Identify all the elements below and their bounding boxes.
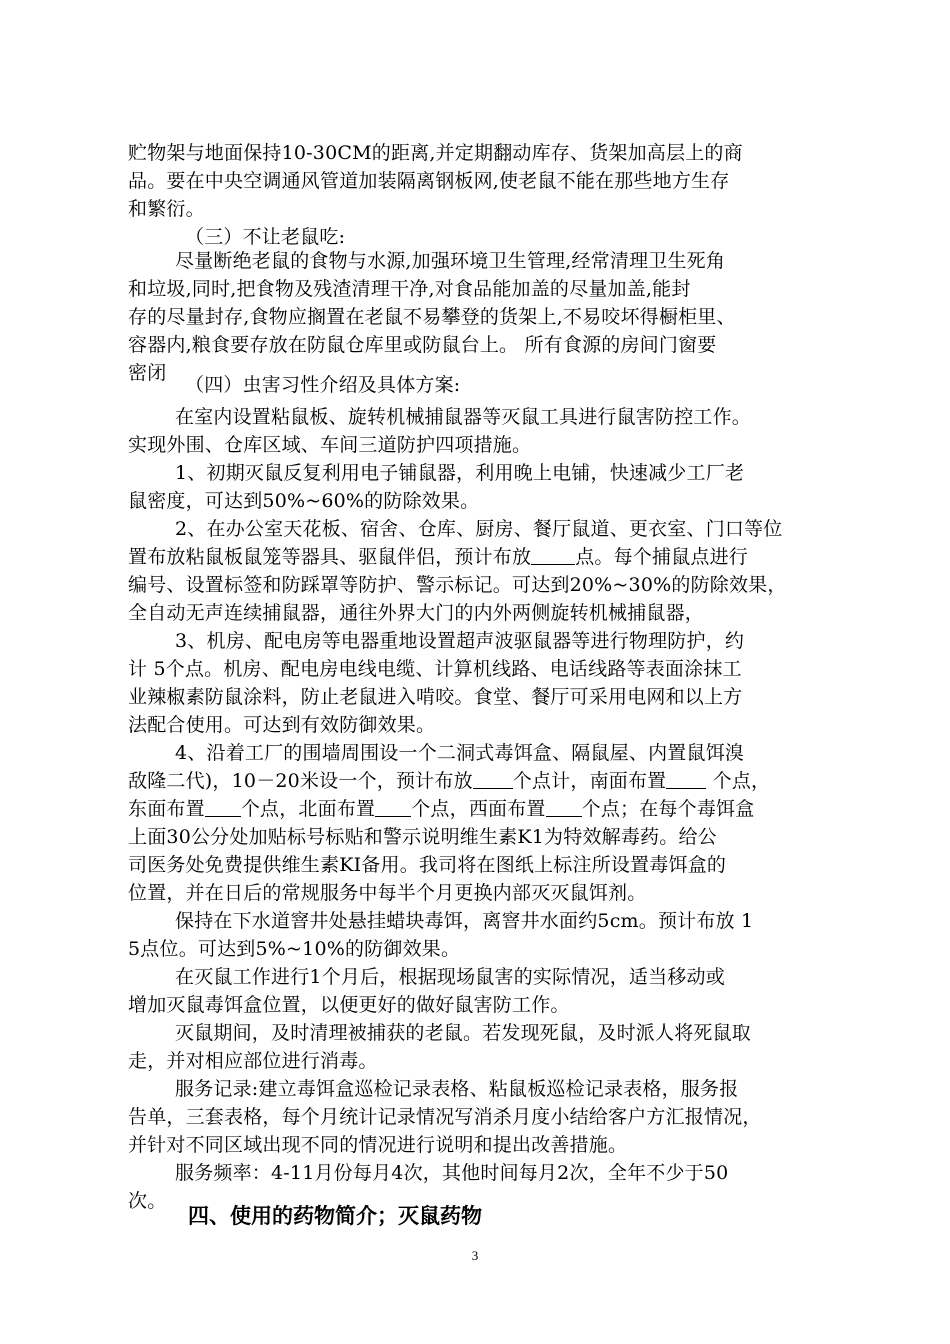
text-line: 走，并对相应部位进行消毒。 [128,1050,378,1072]
text-line: 1、初期灭鼠反复利用电子铺鼠器，利用晚上电铺，快速减少工厂老 [175,462,745,484]
text-line: 5点位。可达到5%~10%的防御效果。 [128,938,461,960]
fill-in-blank[interactable] [205,797,241,817]
text-line: 在灭鼠工作进行1个月后，根据现场鼠害的实际情况，适当移动或 [175,966,725,988]
text-segment: 个点计，南面布置 [512,770,667,792]
text-line: 服务记录:建立毒饵盒巡检记录表格、粘鼠板巡检记录表格，服务报 [175,1078,739,1100]
text-line: 法配合使用。可达到有效防御效果。 [128,714,436,736]
fill-in-blank[interactable] [666,769,706,789]
text-line-with-blank [128,544,828,571]
text-line: 上面30公分处加贴标号标贴和警示说明维生素K1为特效解毒药。给公 [128,826,717,848]
text-segment: 置布放粘鼠板鼠笼等器具、驱鼠伴侣，预计布放 [128,546,532,568]
text-line: 计 5个点。机房、配电房电线电缆、计算机线路、电话线路等表面涂抹工 [128,658,742,680]
text-line: 增加灭鼠毒饵盒位置，以便更好的做好鼠害防工作。 [128,994,570,1016]
text-line: 业辣椒素防鼠涂料，防止老鼠进入啃咬。食堂、餐厅可采用电网和以上方 [128,686,743,708]
text-line: 司医务处免费提供维生素KI备用。我司将在图纸上标注所设置毒饵盒的 [128,854,727,876]
text-line: 并针对不同区域出现不同的情况进行说明和提出改善措施。 [128,1134,628,1156]
text-segment: 点。每个捕鼠点进行 [575,546,749,568]
text-line: 告单，三套表格，每个月统计记录情况写消杀月度小结给客户方汇报情况， [128,1106,762,1128]
text-segment: 东面布置 [128,798,205,820]
text-line: 实现外围、仓库区域、车间三道防护四项措施。 [128,434,532,456]
text-line: 和繁衍。 [128,198,205,220]
text-segment: 个点， [706,770,771,792]
text-line: 密闭 [128,362,167,384]
fill-in-blank[interactable] [375,797,411,817]
text-line: 位置，并在日后的常规服务中每半个月更换内部灭灭鼠饵剂。 [128,882,647,904]
text-line: 灭鼠期间，及时清理被捕获的老鼠。若发现死鼠，及时派人将死鼠取 [175,1022,752,1044]
text-segment: 敌隆二代)，10－20米设一个，预计布放 [128,770,473,792]
text-line: 在室内设置粘鼠板、旋转机械捕鼠器等灭鼠工具进行鼠害防控工作。 [175,406,752,428]
text-line: 编号、设置标签和防踩罩等防护、警示标记。可达到20%~30%的防除效果， [128,574,787,596]
text-segment: 个点，北面布置 [240,798,376,820]
section-heading-4: （四）虫害习性介绍及具体方案: [185,374,461,396]
text-line-with-blank [128,768,828,795]
fill-in-blank[interactable] [473,769,513,789]
text-line: 3、机房、配电房等电器重地设置超声波驱鼠器等进行物理防护，约 [175,630,745,652]
text-line: 全自动无声连续捕鼠器，通往外界大门的内外两侧旋转机械捕鼠器， [128,602,705,624]
section-heading-drug-intro: 四、使用的药物简介；灭鼠药物 [188,1204,482,1228]
text-line: 容器内,粮食要存放在防鼠仓库里或防鼠台上。 所有食源的房间门窗要 [128,334,717,356]
text-line: 尽量断绝老鼠的食物与水源,加强环境卫生管理,经常清理卫生死角 [175,250,726,272]
page-number: 3 [471,1248,479,1263]
text-segment: 个点，西面布置 [411,798,546,820]
text-line: 次。 [128,1190,167,1212]
text-line: 4、沿着工厂的围墙周围设一个二洞式毒饵盒、隔鼠屋、内置鼠饵溴 [175,742,745,764]
text-line: 贮物架与地面保持10-30CM的距离,并定期翻动库存、货架加高层上的商 [128,142,743,164]
fill-in-blank[interactable] [546,797,582,817]
text-line: 鼠密度，可达到50%~60%的防除效果。 [128,490,480,512]
fill-in-blank[interactable] [531,545,575,565]
text-line: 品。要在中央空调通风管道加装隔离钢板网,使老鼠不能在那些地方生存 [128,170,730,192]
text-line: 存的尽量封存,食物应搁置在老鼠不易攀登的货架上,不易咬坏得橱柜里、 [128,306,736,328]
text-segment: 个点；在每个毒饵盒 [581,798,755,820]
text-line: 服务频率：4-11月份每月4次，其他时间每月2次，全年不少于50 [175,1162,729,1184]
text-line: 2、在办公室天花板、宿舍、仓库、厨房、餐厅鼠道、更衣室、门口等位 [175,518,783,540]
section-heading-3: （三）不让老鼠吃: [185,226,346,248]
text-line: 保持在下水道窨井处悬挂蜡块毒饵，离窨井水面约5cm。预计布放 1 [175,910,754,932]
text-line-with-blank [128,796,828,823]
text-line: 和垃圾,同时,把食物及残渣清理干净,对食品能加盖的尽量加盖,能封 [128,278,691,300]
